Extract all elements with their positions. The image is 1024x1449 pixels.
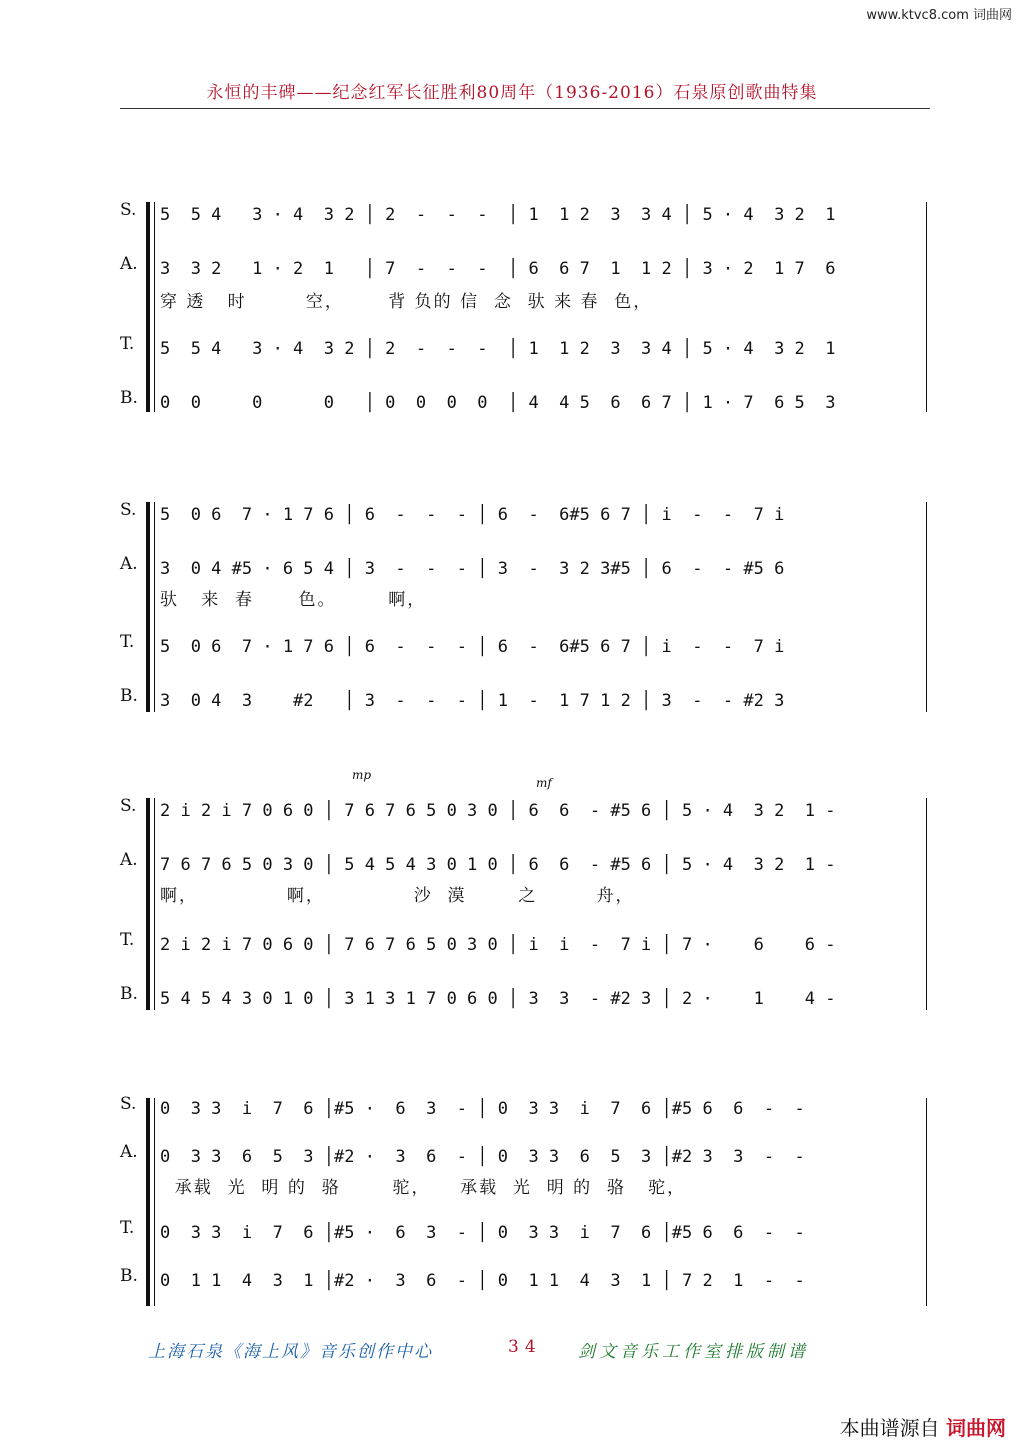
final-barline: [926, 1098, 928, 1306]
bass-line: 0 1 1 4 3 1 │#2 · 3 6 - │ 0 1 1 4 3 1 │ 7 2 1 - -: [160, 1271, 805, 1291]
collection-subtitle: 纪念红军长征胜利80周年（1936-2016）石泉原创歌曲特集: [332, 83, 818, 103]
soprano-line: 2 i 2 i 7 0 6 0 │ 7 6 7 6 5 0 3 0 │ 6 6 - #5 6 │ 5 · 4 3 2 1 -: [160, 801, 836, 821]
voice-label-bass: B.: [120, 1266, 138, 1286]
collection-title: 永恒的丰碑: [206, 83, 297, 103]
tenor-line: 5 5 4 3 · 4 3 2 │ 2 - - - │ 1 1 2 3 3 4 │ 5 · 4 3 2 1: [160, 339, 836, 359]
bass-line: 0 0 0 0 │ 0 0 0 0 │ 4 4 5 6 6 7 │ 1 · 7 6 5 3: [160, 393, 836, 413]
voice-label-alto: A.: [120, 254, 138, 274]
tenor-line: 2 i 2 i 7 0 6 0 │ 7 6 7 6 5 0 3 0 │ i i - 7 i │ 7 · 6 6 -: [160, 935, 836, 955]
source-brand[interactable]: 词曲网: [946, 1416, 1006, 1440]
voice-label-tenor: T.: [120, 632, 135, 652]
voice-label-soprano: S.: [120, 200, 137, 220]
source-watermark: [840, 1412, 1006, 1441]
voice-label-soprano: S.: [120, 500, 137, 520]
alto-line: 7 6 7 6 5 0 3 0 │ 5 4 5 4 3 0 1 0 │ 6 6 - #5 6 │ 5 · 4 3 2 1 -: [160, 855, 836, 875]
system-bracket: [154, 798, 156, 1010]
dynamic-marking: mf: [536, 776, 552, 790]
voice-label-soprano: S.: [120, 796, 137, 816]
soprano-line: 0 3 3 i 7 6 │#5 · 6 3 - │ 0 3 3 i 7 6 │#5 6 6 - -: [160, 1099, 805, 1119]
voice-label-tenor: T.: [120, 334, 135, 354]
voice-label-bass: B.: [120, 388, 138, 408]
lyric-line: 驮 来 春 色。 啊，: [160, 590, 427, 610]
voice-label-alto: A.: [120, 1142, 138, 1162]
header-rule: [120, 108, 930, 109]
voice-label-tenor: T.: [120, 1218, 135, 1238]
final-barline: [926, 202, 928, 412]
voice-label-bass: B.: [120, 984, 138, 1004]
dynamic-marking: mp: [352, 768, 372, 782]
soprano-line: 5 0 6 7 · 1 7 6 │ 6 - - - │ 6 - 6#5 6 7 │ i - - 7 i: [160, 505, 785, 525]
lyric-line: 啊， 啊， 沙 漠 之 舟，: [160, 886, 635, 906]
tenor-line: 0 3 3 i 7 6 │#5 · 6 3 - │ 0 3 3 i 7 6 │#5 6 6 - -: [160, 1223, 805, 1243]
voice-label-alto: A.: [120, 850, 138, 870]
footer-publisher: 上海石泉《海上风》音乐创作中心: [148, 1342, 433, 1362]
lyric-line: 穿 透 时 空， 背 负的 信 念 驮 来 春 色，: [160, 292, 653, 312]
lyric-line: 承载 光 明 的 骆 驼， 承载 光 明 的 骆 驼，: [160, 1178, 687, 1198]
soprano-line: 5 5 4 3 · 4 3 2 │ 2 - - - │ 1 1 2 3 3 4 │ 5 · 4 3 2 1: [160, 205, 836, 225]
title-dash: ——: [296, 83, 333, 103]
footer-engraver: 剑文音乐工作室排版制谱: [578, 1342, 809, 1362]
voice-label-soprano: S.: [120, 1094, 137, 1114]
system-bracket: [154, 502, 156, 712]
source-prefix: 本曲谱源自: [839, 1416, 940, 1440]
site-watermark: www.ktvc8.com 词曲网: [866, 8, 1012, 23]
system-bracket: [154, 1098, 156, 1306]
bass-line: 5 4 5 4 3 0 1 0 │ 3 1 3 1 7 0 6 0 │ 3 3 - #2 3 │ 2 · 1 4 -: [160, 989, 836, 1009]
page-number: 34: [508, 1337, 542, 1357]
page-header: [0, 78, 1024, 103]
voice-label-tenor: T.: [120, 930, 135, 950]
tenor-line: 5 0 6 7 · 1 7 6 │ 6 - - - │ 6 - 6#5 6 7 │ i - - 7 i: [160, 637, 785, 657]
voice-label-alto: A.: [120, 554, 138, 574]
system-bracket: [154, 202, 156, 412]
alto-line: 3 3 2 1 · 2 1 │ 7 - - - │ 6 6 7 1 1 2 │ 3 · 2 1 7 6: [160, 259, 836, 279]
voice-label-bass: B.: [120, 686, 138, 706]
alto-line: 3 0 4 #5 · 6 5 4 │ 3 - - - │ 3 - 3 2 3#5 │ 6 - - #5 6: [160, 559, 785, 579]
bass-line: 3 0 4 3 #2 │ 3 - - - │ 1 - 1 7 1 2 │ 3 - - #2 3: [160, 691, 785, 711]
final-barline: [926, 502, 928, 712]
alto-line: 0 3 3 6 5 3 │#2 · 3 6 - │ 0 3 3 6 5 3 │#2 3 3 - -: [160, 1147, 805, 1167]
final-barline: [926, 798, 928, 1010]
